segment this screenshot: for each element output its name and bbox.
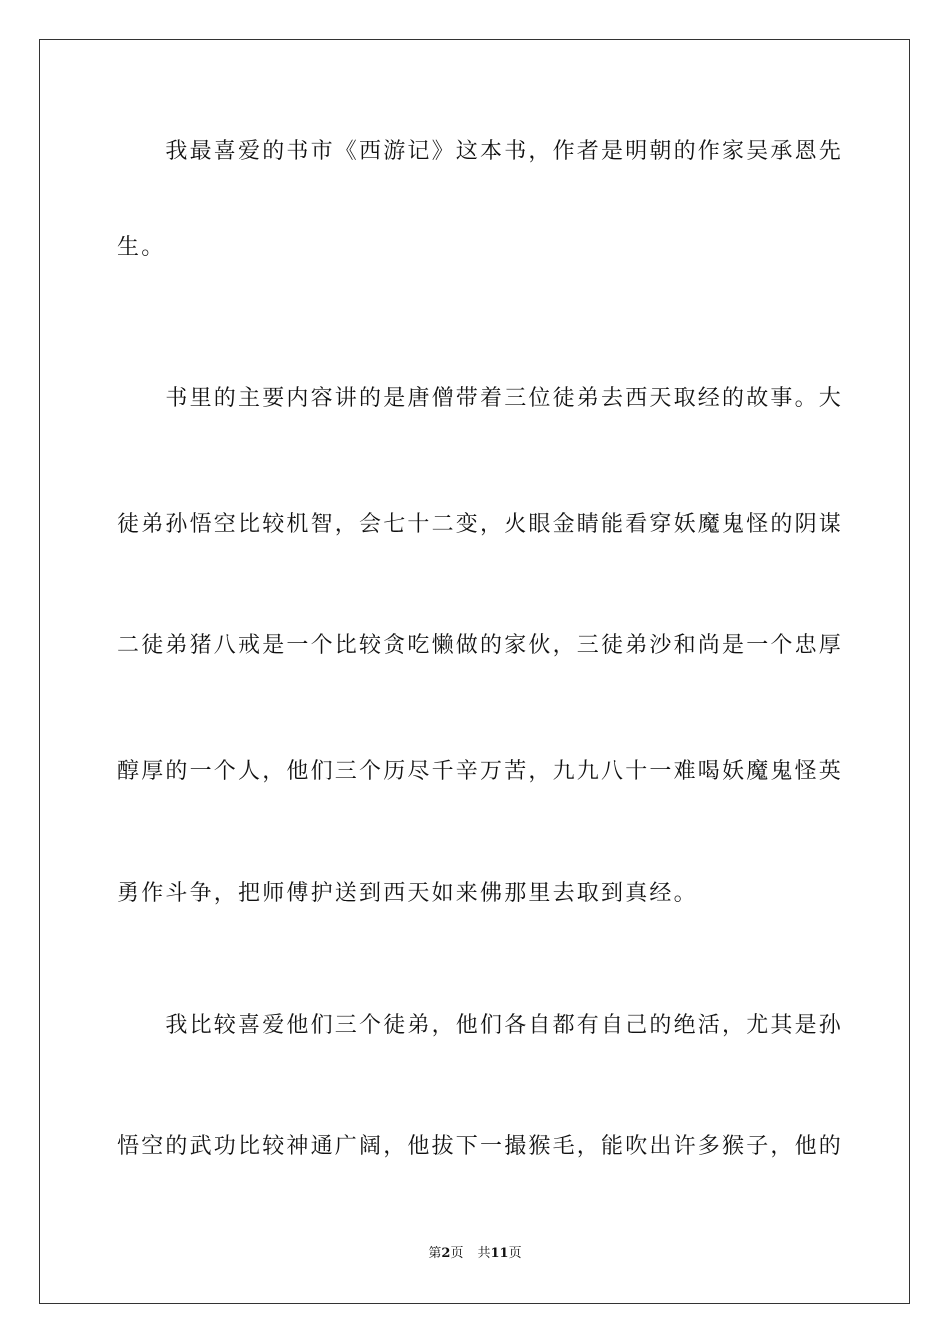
- text-line-3: 书里的主要内容讲的是唐僧带着三位徒弟去西天取经的故事。大: [117, 386, 844, 411]
- total-pages: 11: [490, 1246, 509, 1261]
- page-border: [39, 39, 910, 1304]
- text-line-5: 二徒弟猪八戒是一个比较贪吃懒做的家伙，三徒弟沙和尚是一个忠厚: [117, 633, 844, 658]
- total-suffix: 页: [508, 1246, 522, 1261]
- page-prefix: 第: [428, 1246, 442, 1261]
- text-line-2: 生。: [117, 235, 166, 260]
- page-suffix: 页: [450, 1246, 464, 1261]
- text-line-6: 醇厚的一个人，他们三个历尽千辛万苦，九九八十一难喝妖魔鬼怪英: [117, 759, 844, 784]
- total-prefix: 共: [477, 1246, 491, 1261]
- text-line-7: 勇作斗争，把师傅护送到西天如来佛那里去取到真经。: [117, 881, 698, 906]
- text-line-4: 徒弟孙悟空比较机智，会七十二变，火眼金睛能看穿妖魔鬼怪的阴谋: [117, 512, 844, 537]
- text-line-9: 悟空的武功比较神通广阔，他拔下一撮猴毛，能吹出许多猴子，他的: [117, 1134, 844, 1159]
- page-number: 2: [441, 1246, 451, 1261]
- text-line-8: 我比较喜爱他们三个徒弟，他们各自都有自己的绝活，尤其是孙: [117, 1013, 844, 1038]
- page-footer: [0, 1245, 950, 1263]
- text-line-1: 我最喜爱的书市《西游记》这本书，作者是明朝的作家吴承恩先: [117, 139, 844, 164]
